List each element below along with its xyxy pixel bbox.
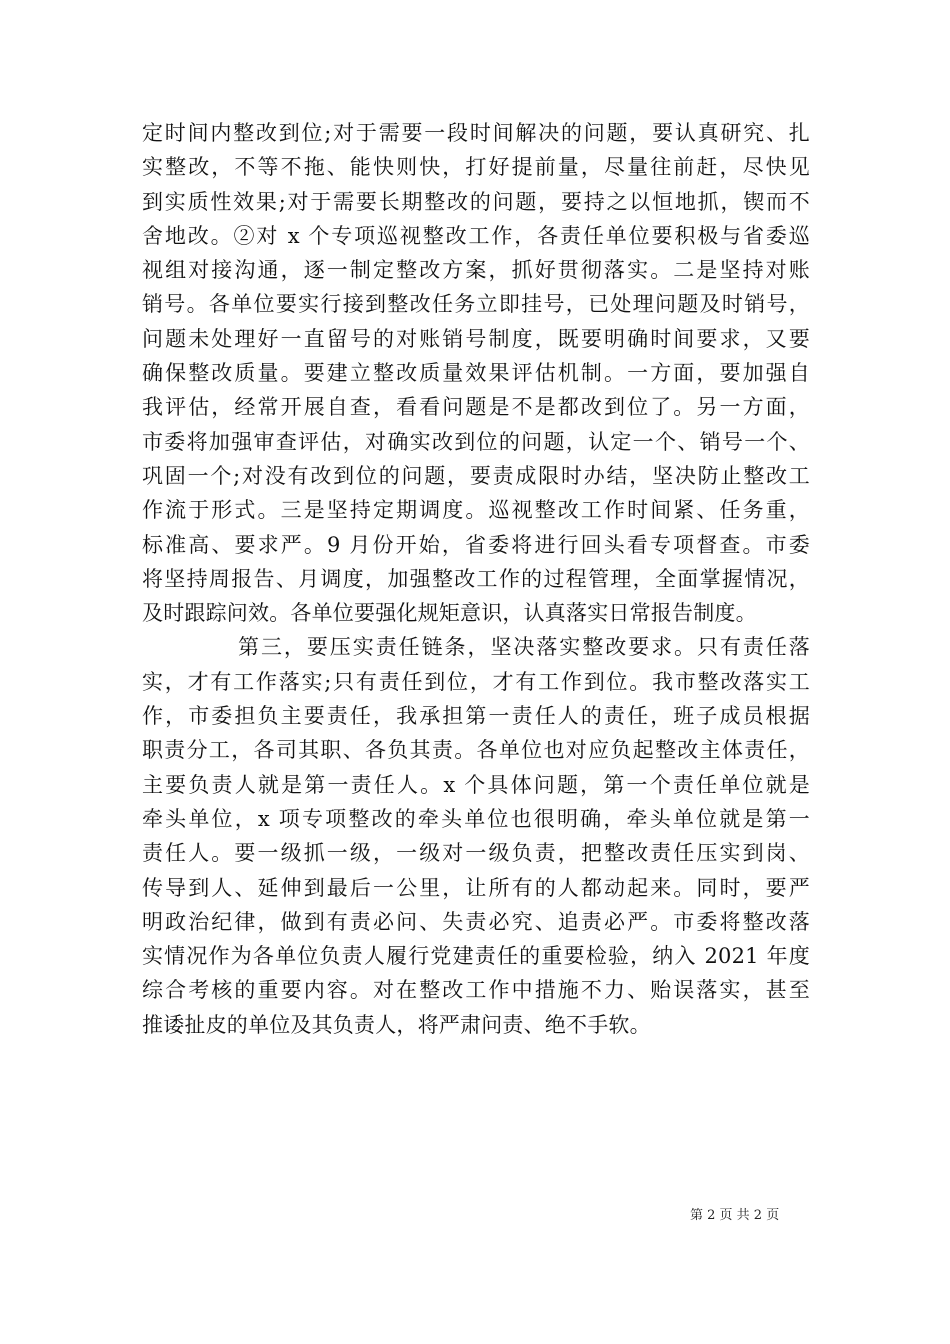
paragraph-line: 第三，要压实责任链条，坚决落实整改要求。只有责任落 <box>238 635 810 660</box>
paragraph-line: 确保整改质量。要建立整改质量效果评估机制。一方面，要加强自 <box>142 361 810 386</box>
paragraph-line: 我评估，经常开展自查，看看问题是不是都改到位了。另一方面， <box>142 395 810 420</box>
paragraph-line: 将坚持周报告、月调度，加强整改工作的过程管理，全面掌握情况， <box>142 566 810 591</box>
paragraph-line: 市委将加强审查评估，对确实改到位的问题，认定一个、销号一个、 <box>142 429 810 454</box>
paragraph-line: 实情况作为各单位负责人履行党建责任的重要检验，纳入 2021 年度 <box>142 944 810 969</box>
paragraph-line: 到实质性效果;对于需要长期整改的问题，要持之以恒地抓，锲而不 <box>142 189 810 214</box>
paragraph-line: 及时跟踪问效。各单位要强化规矩意识，认真落实日常报告制度。 <box>142 601 757 626</box>
paragraph-line: 问题未处理好一直留号的对账销号制度，既要明确时间要求，又要 <box>142 326 810 351</box>
paragraph-line: 舍地改。②对 x 个专项巡视整改工作，各责任单位要积极与省委巡 <box>142 223 810 248</box>
paragraph-line: 职责分工，各司其职、各负其责。各单位也对应负起整改主体责任， <box>142 738 810 763</box>
paragraph-line: 实整改，不等不拖、能快则快，打好提前量，尽量往前赶，尽快见 <box>142 155 810 180</box>
paragraph-line: 作，市委担负主要责任，我承担第一责任人的责任，班子成员根据 <box>142 704 810 729</box>
paragraph-line: 巩固一个;对没有改到位的问题，要责成限时办结，坚决防止整改工 <box>142 463 810 488</box>
paragraph-line: 综合考核的重要内容。对在整改工作中措施不力、贻误落实，甚至 <box>142 978 810 1003</box>
paragraph-line: 实，才有工作落实;只有责任到位，才有工作到位。我市整改落实工 <box>142 669 810 694</box>
paragraph-line: 销号。各单位要实行接到整改任务立即挂号，已处理问题及时销号， <box>142 292 810 317</box>
paragraph-line: 作流于形式。三是坚持定期调度。巡视整改工作时间紧、任务重， <box>142 498 810 523</box>
page-number: 第 2 页 共 2 页 <box>690 1208 780 1223</box>
paragraph-line: 主要负责人就是第一责任人。x 个具体问题，第一个责任单位就是 <box>142 772 810 797</box>
paragraph-line: 定时间内整改到位;对于需要一段时间解决的问题，要认真研究、扎 <box>142 121 810 145</box>
paragraph-line: 推诿扯皮的单位及其负责人，将严肃问责、绝不手软。 <box>142 1012 651 1037</box>
paragraph-line: 传导到人、延伸到最后一公里，让所有的人都动起来。同时，要严 <box>142 875 810 900</box>
paragraph-line: 责任人。要一级抓一级，一级对一级负责，把整改责任压实到岗、 <box>142 841 810 866</box>
paragraph-line: 明政治纪律，做到有责必问、失责必究、追责必严。市委将整改落 <box>142 909 810 934</box>
body-text <box>142 116 810 1042</box>
paragraph-line: 标准高、要求严。9 月份开始，省委将进行回头看专项督查。市委 <box>142 532 810 557</box>
paragraph-line: 牵头单位，x 项专项整改的牵头单位也很明确，牵头单位就是第一 <box>142 806 810 831</box>
paragraph-line: 视组对接沟通，逐一制定整改方案，抓好贯彻落实。二是坚持对账 <box>142 258 810 283</box>
